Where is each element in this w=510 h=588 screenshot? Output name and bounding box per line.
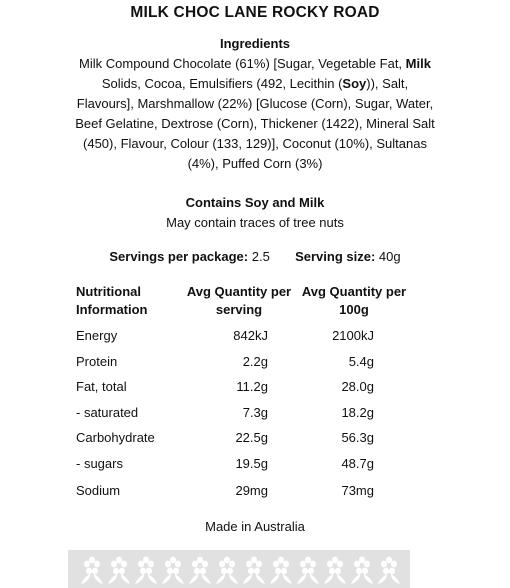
floral-motif-icon bbox=[270, 557, 292, 584]
product-title: MILK CHOC LANE ROCKY ROAD bbox=[130, 4, 380, 21]
nutrient-name: - sugars bbox=[76, 455, 123, 471]
floral-motif-icon bbox=[135, 557, 157, 584]
floral-motif-icon bbox=[378, 557, 400, 584]
per-serving-value: 19.5g bbox=[235, 455, 268, 471]
per-100g-value: 56.3g bbox=[341, 430, 374, 445]
ingredients-text-part: Milk Compound Chocolate (61%) [Sugar, Vegetable Fat, bbox=[79, 56, 406, 71]
per-100g-value: 48.7g bbox=[341, 455, 374, 471]
nutrient-name: Protein bbox=[76, 353, 118, 369]
nutrient-name: Energy bbox=[76, 328, 118, 343]
nutrition-row bbox=[76, 476, 416, 506]
floral-motif-icon bbox=[297, 557, 319, 584]
servings-per-package-label: Servings per package: bbox=[109, 249, 249, 264]
floral-motif-icon bbox=[68, 550, 410, 588]
floral-motif-icon bbox=[216, 557, 238, 584]
per-serving-value: 22.5g bbox=[235, 430, 268, 445]
floral-motif-icon bbox=[243, 557, 265, 584]
ingredients-list bbox=[72, 54, 438, 174]
servings-line bbox=[0, 249, 510, 264]
nutrient-name: - saturated bbox=[76, 404, 139, 420]
nutrition-table-header bbox=[76, 283, 416, 323]
header-per-100g: Avg Quantity per 100g bbox=[301, 284, 407, 317]
serving-size-value: 40g bbox=[378, 249, 401, 264]
nutrient-name: Sodium bbox=[76, 483, 121, 498]
floral-motif-icon bbox=[324, 557, 346, 584]
nutrient-name: Carbohydrate bbox=[76, 430, 155, 445]
ingredients-text-part: Solids, Cocoa, Emulsifiers (492, Lecithin ( bbox=[101, 76, 343, 91]
nutrition-table bbox=[76, 283, 416, 506]
ingredients-text-part: )), Salt, Flavours], Marshmallow (22%) [Glucose (Corn), Sugar, Water, Beef Gelatine, Dextrose (Corn), Thickener (1422), Mineral Salt (450), Flavour, Colour (133, 129)], Coconut (10%), Sultanas (4%), Puffed Corn (3%) bbox=[75, 76, 435, 171]
nutrition-row bbox=[76, 374, 416, 400]
per-100g-value: 73mg bbox=[341, 483, 374, 498]
serving-size-label: Serving size: bbox=[295, 249, 376, 264]
header-nutritional-information: Nutritional Information bbox=[76, 284, 148, 317]
nutrition-row bbox=[76, 349, 416, 375]
floral-motif-icon bbox=[189, 557, 211, 584]
traces-statement: May contain traces of tree nuts bbox=[166, 215, 344, 230]
per-serving-value: 2.2g bbox=[242, 353, 268, 369]
nutrient-name: Fat, total bbox=[76, 379, 127, 394]
per-serving-value: 11.2g bbox=[236, 379, 268, 394]
nutrition-row bbox=[76, 451, 416, 477]
floral-motif-icon bbox=[108, 557, 130, 584]
servings-per-package-value: 2.5 bbox=[251, 249, 270, 264]
allergen-milk: Milk bbox=[405, 56, 431, 71]
ingredients-heading: Ingredients bbox=[219, 36, 291, 51]
decorative-pattern-strip bbox=[68, 550, 410, 588]
floral-motif-icon bbox=[162, 557, 184, 584]
per-serving-value: 842kJ bbox=[233, 328, 268, 343]
floral-motif-icon bbox=[351, 557, 373, 584]
per-serving-value: 29mg bbox=[235, 483, 268, 498]
nutrition-rows bbox=[76, 323, 416, 506]
per-100g-value: 18.2g bbox=[341, 404, 374, 420]
nutrition-row bbox=[76, 323, 416, 349]
per-100g-value: 28.0g bbox=[341, 379, 374, 394]
country-of-origin: Made in Australia bbox=[205, 519, 305, 534]
allergen-statement: Contains Soy and Milk bbox=[185, 195, 325, 210]
per-serving-value: 7.3g bbox=[242, 404, 268, 420]
nutrition-row bbox=[76, 425, 416, 451]
header-per-serving: Avg Quantity per serving bbox=[186, 284, 292, 317]
per-100g-value: 5.4g bbox=[348, 353, 374, 369]
allergen-soy: Soy bbox=[342, 76, 367, 91]
per-100g-value: 2100kJ bbox=[332, 328, 374, 343]
nutrition-row bbox=[76, 400, 416, 426]
floral-motif-icon bbox=[81, 557, 103, 584]
